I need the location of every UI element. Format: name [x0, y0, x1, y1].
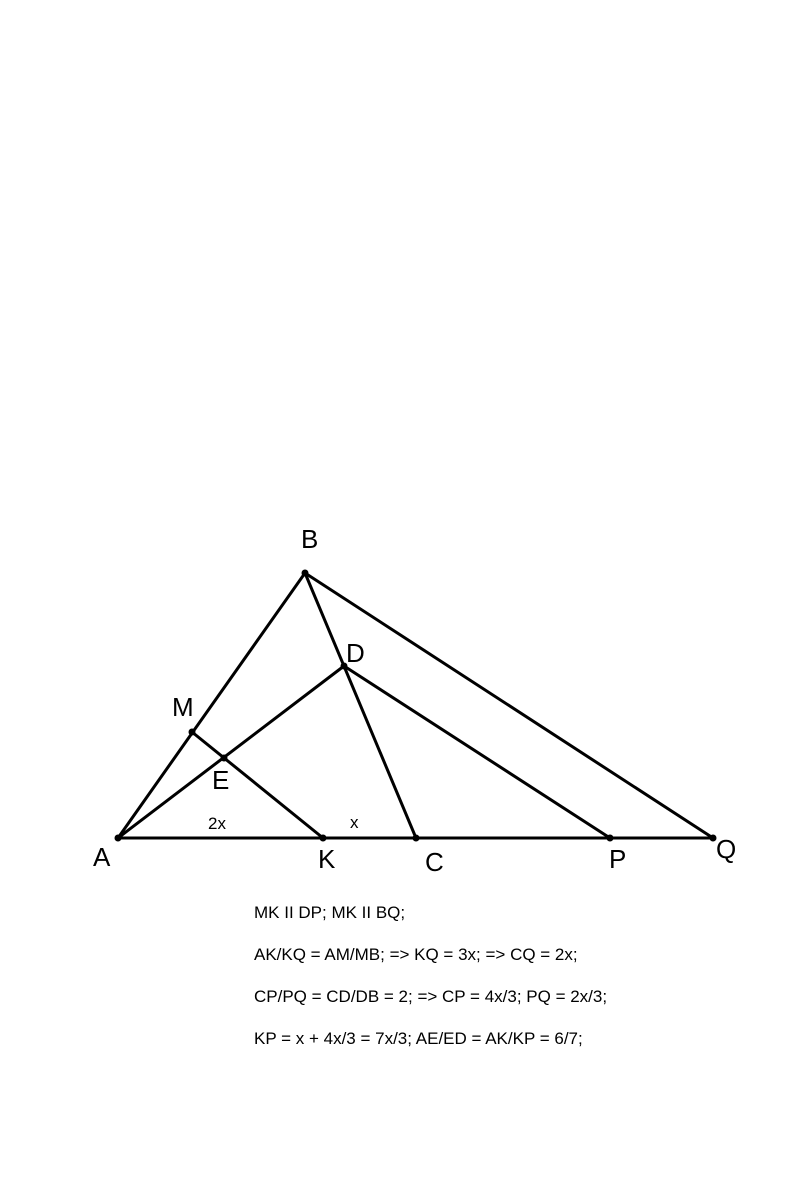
note-line-2: AK/KQ = AM/MB; => KQ = 3x; => CQ = 2x; [254, 945, 578, 964]
point-A-marker [115, 835, 122, 842]
segment-BC [305, 573, 416, 838]
point-label-E: E [212, 765, 230, 795]
point-label-P: P [609, 844, 627, 874]
segment-AD [118, 666, 344, 838]
note-line-4: KP = x + 4x/3 = 7x/3; AE/ED = AK/KP = 6/7; [254, 1029, 583, 1048]
point-label-B: B [301, 524, 319, 554]
point-C-marker [413, 835, 420, 842]
point-E-marker [221, 755, 228, 762]
point-label-K: K [318, 844, 336, 874]
point-label-A: A [93, 842, 111, 872]
segment-label-AK: 2x [208, 814, 226, 833]
note-line-1: MK II DP; MK II BQ; [254, 903, 406, 922]
point-P-marker [607, 835, 614, 842]
point-B-marker [302, 570, 309, 577]
segment-BQ [305, 573, 713, 838]
point-label-C: C [425, 847, 444, 877]
solution-notes [254, 900, 774, 1068]
point-label-M: M [172, 692, 194, 722]
point-label-Q: Q [716, 834, 737, 864]
note-line-3: CP/PQ = CD/DB = 2; => CP = 4x/3; PQ = 2x/3; [254, 987, 608, 1006]
segment-AB [118, 573, 305, 838]
point-K-marker [320, 835, 327, 842]
segment-label-KC: x [350, 813, 359, 832]
segment-DP [344, 666, 610, 838]
point-M-marker [189, 729, 196, 736]
point-label-D: D [346, 638, 365, 668]
